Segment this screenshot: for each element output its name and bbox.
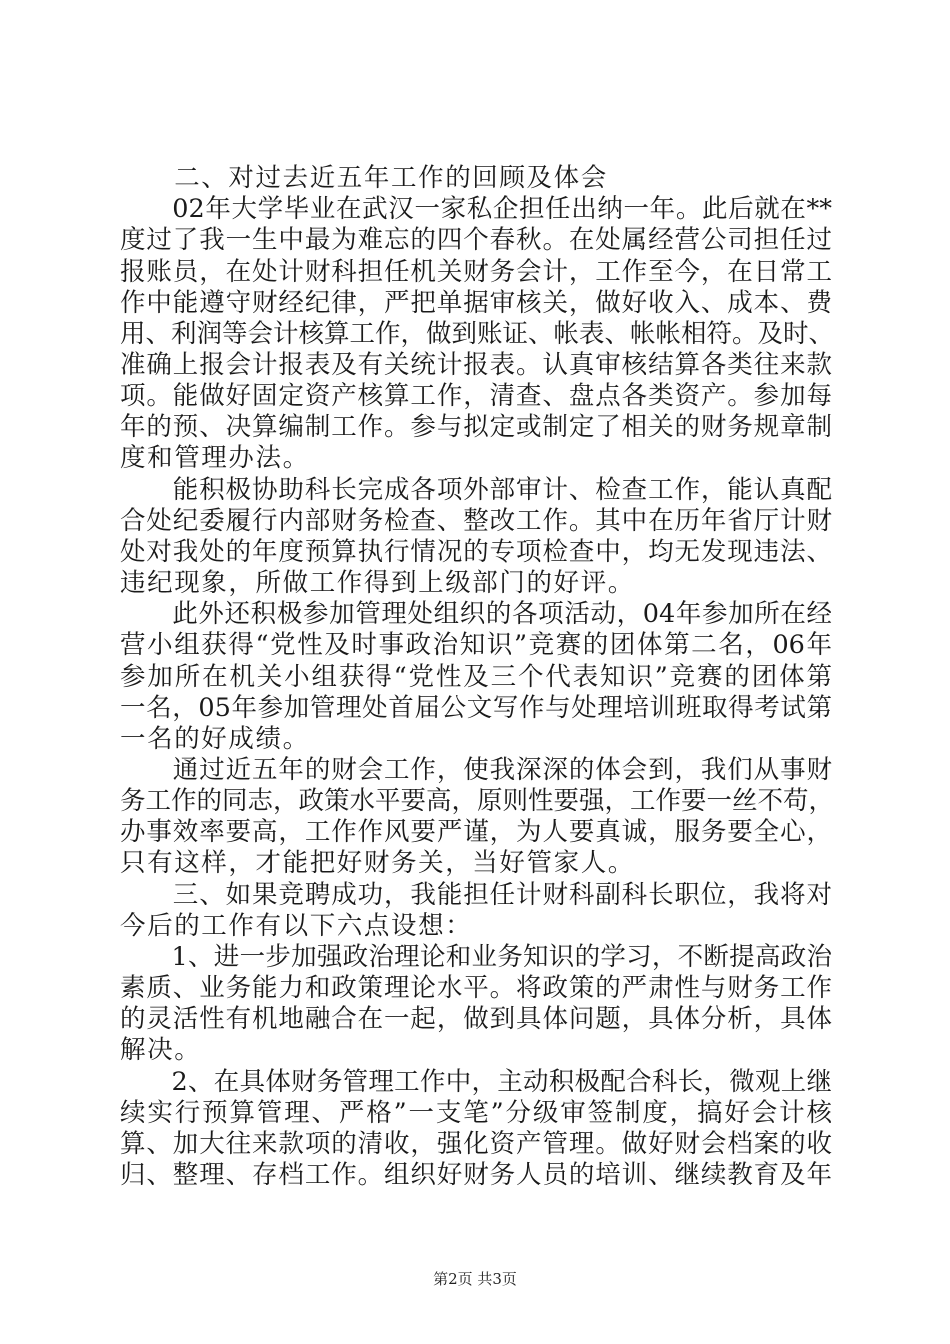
text-line: 2、在具体财务管理工作中，主动积极配合科长，微观上继 — [120, 1066, 832, 1097]
text-line: 一名，05年参加管理处首届公文写作与处理培训班取得考试第 — [120, 692, 832, 723]
text-line: 营小组获得“党性及时事政治知识”竞赛的团体第二名，06年 — [120, 630, 832, 661]
text-line: 素质、业务能力和政策理论水平。将政策的严肃性与财务工作 — [120, 973, 832, 1004]
text-line: 的灵活性有机地融合在一起，做到具体问题，具体分析，具体 — [120, 1004, 832, 1035]
text-line: 合处纪委履行内部财务检查、整改工作。其中在历年省厅计财 — [120, 505, 832, 536]
text-line: 通过近五年的财会工作，使我深深的体会到，我们从事财 — [120, 755, 832, 785]
text-line: 只有这样，才能把好财务关，当好管家人。 — [120, 848, 635, 879]
text-line: 归、整理、存档工作。组织好财务人员的培训、继续教育及年 — [120, 1160, 832, 1190]
text-line: 报账员，在处计财科担任机关财务会计，工作至今，在日常工 — [120, 256, 832, 287]
text-line: 务工作的同志，政策水平要高，原则性要强，工作要一丝不苟， — [120, 786, 835, 817]
text-line: 度和管理办法。 — [120, 443, 310, 474]
text-line: 项。能做好固定资产核算工作，清查、盘点各类资产。参加每 — [120, 381, 832, 412]
text-line: 度过了我一生中最为难忘的四个春秋。在处属经营公司担任过 — [120, 225, 832, 256]
text-line: 1、进一步加强政治理论和业务知识的学习，不断提高政治 — [120, 941, 832, 972]
text-line: 办事效率要高，工作作风要严谨，为人要真诚，服务要全心， — [120, 817, 832, 848]
text-line: 年的预、决算编制工作。参与拟定或制定了相关的财务规章制 — [120, 412, 832, 443]
text-line: 能积极协助科长完成各项外部审计、检查工作，能认真配 — [120, 474, 832, 505]
text-line: 作中能遵守财经纪律，严把单据审核关，做好收入、成本、费 — [120, 287, 832, 318]
section-heading: 二、对过去近五年工作的回顾及体会 — [120, 163, 608, 193]
text-line: 处对我处的年度预算执行情况的专项检查中，均无发现违法、 — [120, 536, 832, 567]
text-line: 算、加大往来款项的清收，强化资产管理。做好财会档案的收 — [120, 1128, 832, 1159]
text-line: 解决。 — [120, 1035, 202, 1066]
text-line: 用、利润等会计核算工作，做到账证、帐表、帐帐相符。及时、 — [120, 318, 835, 349]
text-line: 此外还积极参加管理处组织的各项活动，04年参加所在经 — [120, 599, 832, 630]
text-line: 续实行预算管理、严格”一支笔”分级审签制度，搞好会计核 — [120, 1097, 832, 1128]
text-line: 02年大学毕业在武汉一家私企担任出纳一年。此后就在** — [120, 194, 832, 225]
section-heading: 三、如果竞聘成功，我能担任计财科副科长职位，我将对 — [120, 879, 832, 910]
text-line: 一名的好成绩。 — [120, 723, 310, 754]
text-line: 参加所在机关小组获得“党性及三个代表知识”竞赛的团体第 — [120, 661, 832, 692]
text-line: 准确上报会计报表及有关统计报表。认真审核结算各类往来款 — [120, 349, 832, 380]
page-number-footer: 第2页 共3页 — [433, 1270, 517, 1288]
text-line: 违纪现象，所做工作得到上级部门的好评。 — [120, 568, 635, 598]
text-line: 今后的工作有以下六点设想： — [120, 910, 473, 941]
